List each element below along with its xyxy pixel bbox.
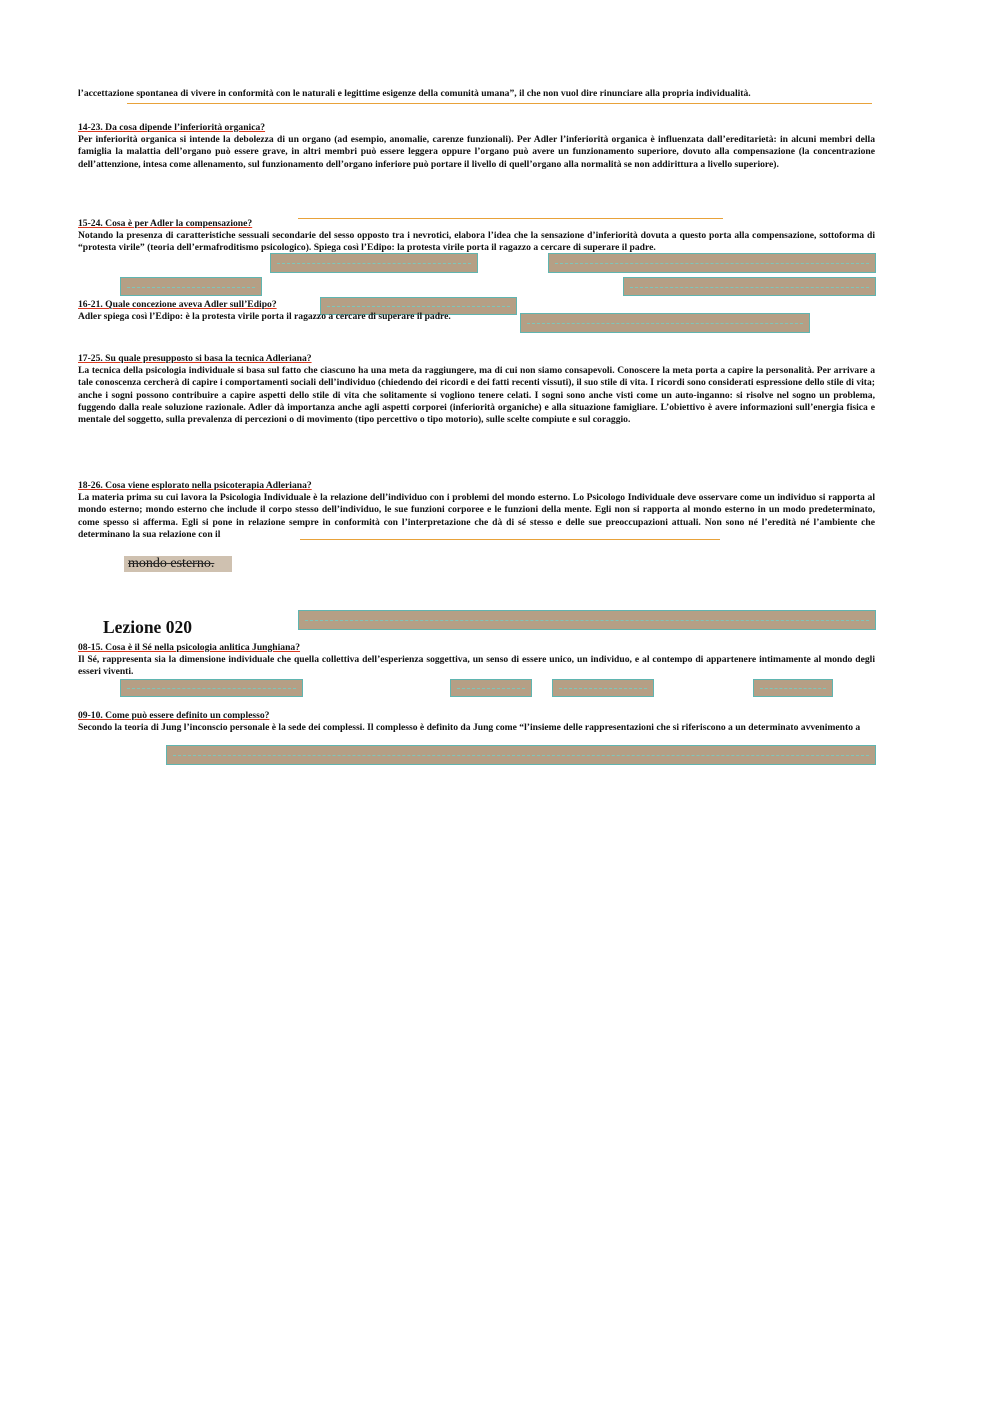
highlight-bar bbox=[166, 745, 876, 765]
highlight-bar bbox=[753, 679, 833, 697]
intro-text: l’accettazione spontanea di vivere in conformità con le naturali e legittime esigenze della comunità umana”, il che non vuol dire rinunciare alla propria individualità. bbox=[78, 88, 751, 99]
highlight-bar bbox=[270, 253, 478, 273]
highlight-bar bbox=[298, 610, 876, 630]
highlight-bar bbox=[120, 277, 262, 296]
highlight-bar bbox=[548, 253, 876, 273]
answer-text: Per inferiorità organica si intende la debolezza di un organo (ad esempio, anomalie, carenze funzionali). Per Adler l’inferiorità organica è influenzata dall’ereditarietà: in alcuni membri della famiglia la malattia dell’organo può essere grave, in altri membri può essere leggera oppure l’organo può avere un funzionamento superiore, dovuto alla compensazione (la concentrazione dell’attenzione, intesa come allenamento, sul funzionamento dell’organo inferiore può portare il livello di quell’organo alla normalità se non addirittura a livello superiore). bbox=[78, 134, 875, 170]
highlight-bar bbox=[552, 679, 654, 697]
answer-text: Adler spiega così l’Edipo: è la protesta virile porta il ragazzo a cercare di superare il padre. bbox=[78, 311, 451, 323]
question-heading: 18-26. Cosa viene esplorato nella psicoterapia Adleriana? bbox=[78, 480, 312, 491]
answer-text: Il Sé, rappresenta sia la dimensione individuale che quella collettiva dell’esperienza soggettiva, un senso di essere unico, un individuo, e al contempo di appartenere intimamente al mondo degli esseri viventi. bbox=[78, 654, 875, 678]
mondo-esterno-term: mondo esterno. bbox=[124, 556, 232, 572]
orange-underline bbox=[127, 103, 872, 104]
section-16-21 bbox=[78, 299, 875, 323]
answer-text: La materia prima su cui lavora la Psicologia Individuale è la relazione dell’individuo con i problemi del mondo esterno. Lo Psicologo Individuale deve osservare come un individuo si rapporta al mondo esterno; mondo esterno che include il corpo stesso dell’individuo, le sue funzioni corporee e le funzioni della mente. Egli non si rapporta al mondo esterno in un modo predeterminato, come spesso si afferma. Egli si pone in relazione sempre in conformità con l’interpretazione che dà di sé stesso e delle sue preoccupazioni attuali. Non sono né l’eredità né l’ambiente che determinano la sua relazione con il bbox=[78, 492, 875, 540]
highlight-bar bbox=[623, 277, 876, 296]
section-08-15 bbox=[78, 642, 875, 679]
section-14-23 bbox=[78, 122, 875, 171]
intro-paragraph bbox=[78, 88, 875, 100]
question-heading: 08-15. Cosa è il Sé nella psicologia anlitica Junghiana? bbox=[78, 642, 301, 653]
section-17-25 bbox=[78, 353, 875, 426]
section-18-26 bbox=[78, 480, 875, 541]
answer-text: Secondo la teoria di Jung l’inconscio personale è la sede dei complessi. Il complesso è definito da Jung come “l’insieme delle rappresentazioni che si riferiscono a un determinato avvenimento a bbox=[78, 722, 861, 734]
question-heading: 16-21. Quale concezione aveva Adler sull’Edipo? bbox=[78, 299, 277, 310]
answer-text: La tecnica della psicologia individuale si basa sul fatto che ciascuno ha una meta da raggiungere, ma di cui non siamo consapevoli. Conoscere la meta porta a capire la personalità. Per arrivare a tale conoscenza cercherà di capire i comportamenti sociali dell’individuo (chiedendo dei ricordi e dei fatti recenti vissuti), il suo stile di vita. I ricordi sono considerati espressione dello stile di vita; anche i sogni possono contribuire a capire aspetti dello stile di vita che solitamente si vogliono tenere celati. I sogni sono anche visti come un auto-inganno: si risolve nel sogno un problema, fuggendo dalla reale soluzione razionale. Adler dà importanza anche agli aspetti corporei (inferiorità organiche) e alla situazione famigliare. L’obiettivo è avere informazioni sull’energia fisica e mentale del soggetto, sulla prevalenza di percezioni o di movimento (tipo percettivo o tipo motorio), sulle scelte compiute e sul coraggio. bbox=[78, 365, 875, 426]
highlight-bar bbox=[120, 679, 303, 697]
section-09-10 bbox=[78, 710, 875, 734]
answer-text: Notando la presenza di caratteristiche sessuali secondarie del sesso opposto tra i nevrotici, elabora l’idea che la sensazione d’inferiorità dovuta a questo porta alla compensazione, sottoforma di “protesta virile” (teoria dell’ermafroditismo psicologico). Spiega così l’Edipo: la protesta virile porta il ragazzo a cercare di superare il padre. bbox=[78, 230, 875, 254]
section-15-24 bbox=[78, 218, 875, 255]
question-heading: 09-10. Come può essere definito un complesso? bbox=[78, 710, 270, 721]
lesson-title: Lezione 020 bbox=[103, 617, 192, 637]
highlight-bar bbox=[450, 679, 532, 697]
question-heading: 14-23. Da cosa dipende l’inferiorità organica? bbox=[78, 122, 266, 133]
question-heading: 17-25. Su quale presupposto si basa la tecnica Adleriana? bbox=[78, 353, 312, 364]
question-heading: 15-24. Cosa è per Adler la compensazione? bbox=[78, 218, 253, 229]
